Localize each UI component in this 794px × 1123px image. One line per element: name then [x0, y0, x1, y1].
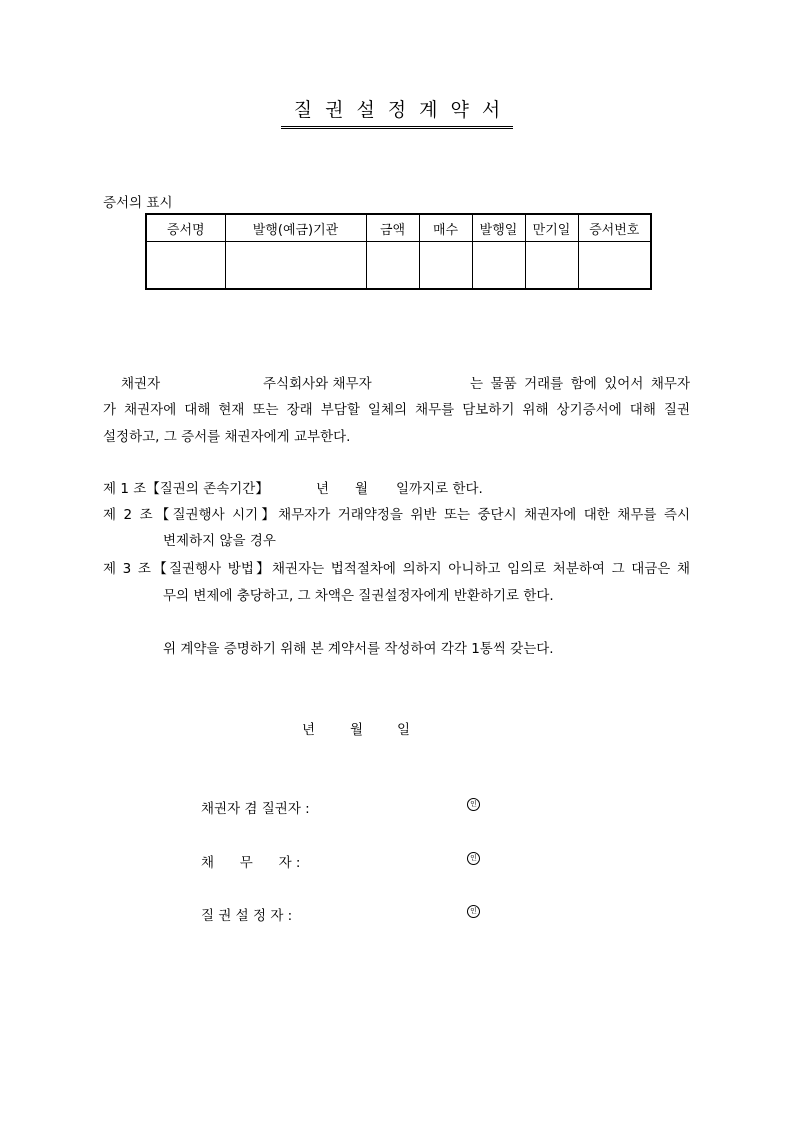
certificate-table	[145, 213, 652, 290]
table-header-cell: 발행(예금)기관	[225, 214, 366, 242]
table-cell[interactable]	[366, 242, 419, 290]
signature-label-creditor: 채권자 겸 질권자 :	[201, 801, 310, 817]
signature-label-pledgor: 질 권 설 정 자 :	[201, 908, 293, 924]
date-day: 일	[397, 722, 411, 738]
intro-creditor-label: 채권자	[121, 376, 161, 392]
section-label: 증서의 표시	[103, 195, 173, 211]
table-header-cell: 발행일	[472, 214, 525, 242]
intro-line2: 가 채권자에 대해 현재 또는 장래 부담할 일체의 채무를 담보하기 위해 상기증서에 대해 질권	[103, 402, 690, 418]
date-year: 년	[302, 722, 316, 738]
seal-icon: 인	[467, 798, 480, 811]
article-2-line1: 제 2 조【질권행사 시기】채무자가 거래약정을 위반 또는 중단시 채권자에 대한 채무를 즉시	[103, 507, 690, 523]
table-cell[interactable]	[225, 242, 366, 290]
table-header-cell: 만기일	[525, 214, 578, 242]
table-cell[interactable]	[578, 242, 651, 290]
table-header-cell: 증서번호	[578, 214, 651, 242]
article-3-line1: 제 3 조【질권행사 방법】채권자는 법적절차에 의하지 아니하고 임의로 처분하여 그 대금은 채	[103, 561, 690, 577]
article-3-line2: 무의 변제에 충당하고, 그 차액은 질권설정자에게 반환하기로 한다.	[163, 588, 554, 604]
table-header-row	[146, 214, 651, 242]
table-cell[interactable]	[525, 242, 578, 290]
seal-icon: 인	[467, 905, 480, 918]
intro-company-text: 주식회사와 채무자	[263, 376, 372, 392]
intro-line1-rest: 는 물품 거래를 함에 있어서 채무자	[470, 376, 690, 392]
article-1-rest: 일까지로 한다.	[396, 481, 483, 497]
seal-icon: 인	[467, 852, 480, 865]
table-header-cell: 금액	[366, 214, 419, 242]
table-cell[interactable]	[472, 242, 525, 290]
article-1-year: 년	[316, 481, 330, 497]
document-title	[0, 98, 794, 129]
signature-label-debtor: 채 무 자 :	[201, 855, 301, 871]
table-cell[interactable]	[146, 242, 225, 290]
table-cell[interactable]	[419, 242, 472, 290]
article-1-month: 월	[355, 481, 369, 497]
document-title-text: 질권설정계약서	[281, 98, 513, 129]
table-header-cell: 증서명	[146, 214, 225, 242]
closing-statement: 위 계약을 증명하기 위해 본 계약서를 작성하여 각각 1통씩 갖는다.	[163, 641, 554, 657]
date-month: 월	[350, 722, 364, 738]
intro-line3: 설정하고, 그 증서를 채권자에게 교부한다.	[103, 429, 351, 445]
article-2-line2: 변제하지 않을 경우	[163, 533, 276, 549]
table-header-cell: 매수	[419, 214, 472, 242]
table-row	[146, 242, 651, 290]
article-1-label: 제 1 조【질권의 존속기간】	[103, 481, 269, 497]
